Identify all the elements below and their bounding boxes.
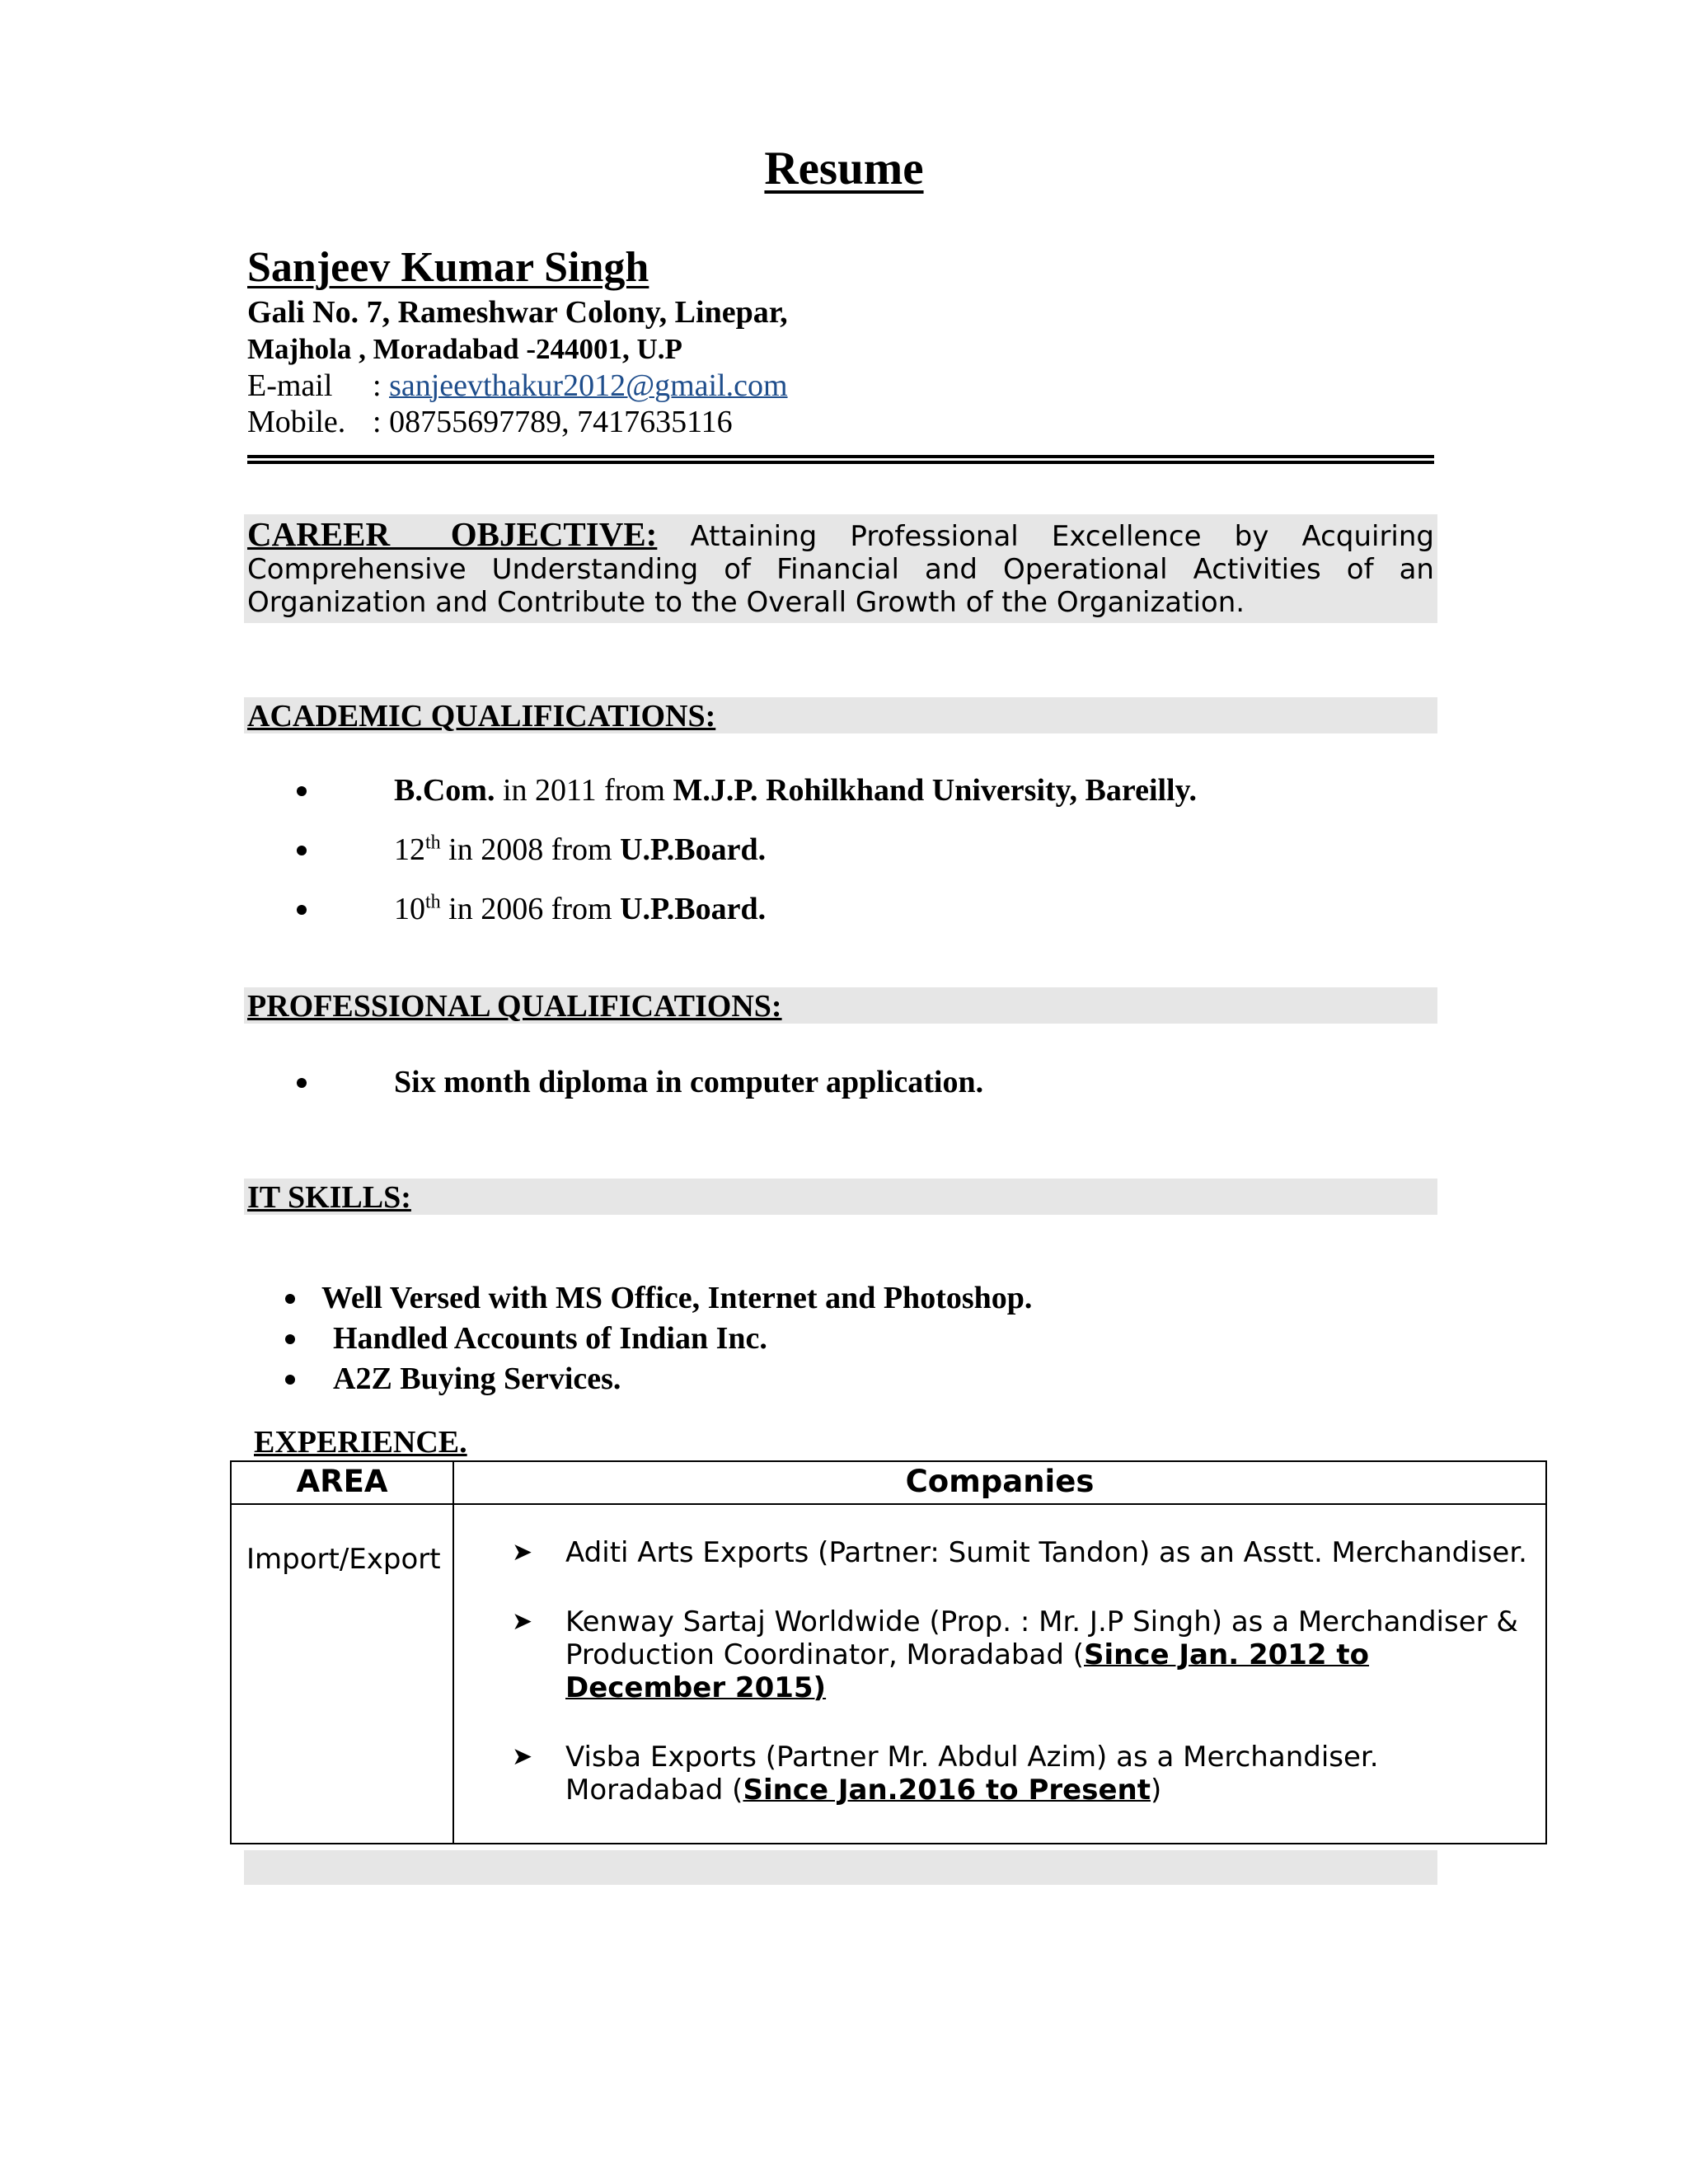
bullet-icon <box>297 786 307 796</box>
footer-shade-bar <box>244 1850 1437 1885</box>
employment-period: Since Jan. 2012 to December 2015) <box>565 1638 1370 1704</box>
professional-list <box>297 1062 983 1103</box>
it-skills-list <box>285 1277 1032 1399</box>
list-item: B.Com. in 2011 from M.J.P. Rohilkhand University, Bareilly. <box>297 770 1197 829</box>
contact-header <box>247 242 1434 440</box>
it-skills-heading-bar <box>244 1179 1437 1215</box>
list-item: 10th in 2006 from U.P.Board. <box>297 888 1197 948</box>
professional-heading-bar <box>244 987 1437 1024</box>
employment-period: Since Jan.2016 to Present <box>743 1774 1151 1807</box>
bullet-icon <box>297 905 307 915</box>
mobile-label: Mobile. <box>247 405 346 439</box>
company-item: ➤ Kenway Sartaj Worldwide (Prop. : Mr. J.P Singh) as a Merchandiser & Production Coordinator, Moradabad (Since Jan. 2012 to December 2015) <box>512 1605 1518 1704</box>
resume-title: Resume <box>764 143 924 194</box>
companies-column-header: Companies <box>453 1461 1546 1504</box>
company-item: ➤ Aditi Arts Exports (Partner: Sumit Tandon) as an Asstt. Merchandiser. <box>512 1536 1527 1569</box>
address-line-2: Majhola , Moradabad -244001, U.P <box>247 333 682 365</box>
bullet-icon <box>285 1375 295 1385</box>
email-link[interactable]: sanjeevthakur2012@gmail.com <box>389 368 788 403</box>
bullet-icon <box>297 1078 307 1088</box>
bullet-icon <box>297 846 307 855</box>
table-row <box>231 1504 1546 1844</box>
it-skills-heading: IT SKILLS: <box>247 1180 411 1215</box>
list-item: A2Z Buying Services. <box>285 1358 1032 1399</box>
career-objective-paragraph <box>247 515 1435 619</box>
mobile-separator: : <box>373 405 382 439</box>
mobile-row <box>247 404 1434 440</box>
experience-table <box>230 1460 1547 1844</box>
bullet-icon <box>285 1294 295 1304</box>
area-cell: Import/Export <box>231 1504 453 1844</box>
area-column-header: AREA <box>231 1461 453 1504</box>
career-objective-section <box>244 514 1437 623</box>
list-item: Handled Accounts of Indian Inc. <box>285 1318 1032 1358</box>
companies-cell <box>453 1504 1546 1844</box>
address-line-1: Gali No. 7, Rameshwar Colony, Linepar, <box>247 295 788 330</box>
experience-heading: EXPERIENCE. <box>254 1425 467 1460</box>
email-label: E-mail <box>247 368 333 403</box>
arrow-bullet-icon: ➤ <box>512 1607 533 1636</box>
table-header-row <box>231 1461 1546 1504</box>
company-item: ➤ Visba Exports (Partner Mr. Abdul Azim) as a Merchandiser. Moradabad (Since Jan.2016 to Present) <box>512 1741 1379 1807</box>
academic-heading-bar <box>244 697 1437 733</box>
academic-heading: ACADEMIC QUALIFICATIONS: <box>247 699 716 733</box>
header-divider <box>247 455 1434 464</box>
bullet-icon <box>285 1334 295 1344</box>
mobile-value: 08755697789, 7417635116 <box>389 405 733 439</box>
email-row <box>247 368 1434 404</box>
arrow-bullet-icon: ➤ <box>512 1742 533 1771</box>
candidate-name: Sanjeev Kumar Singh <box>247 244 649 291</box>
list-item: Six month diploma in computer application. <box>297 1062 983 1103</box>
arrow-bullet-icon: ➤ <box>512 1538 533 1567</box>
list-item: Well Versed with MS Office, Internet and Photoshop. <box>285 1277 1032 1318</box>
career-objective-text: Attaining Professional Excellence by Acquiring Comprehensive Understanding of Financial and Operational Activities of an Organization and Contribute to the Overall Growth of the Organization. <box>247 520 1435 619</box>
list-item: 12th in 2008 from U.P.Board. <box>297 829 1197 888</box>
professional-heading: PROFESSIONAL QUALIFICATIONS: <box>247 989 782 1024</box>
email-separator: : <box>373 368 382 403</box>
career-objective-heading: CAREER OBJECTIVE: <box>247 515 658 553</box>
academic-list <box>297 770 1197 948</box>
